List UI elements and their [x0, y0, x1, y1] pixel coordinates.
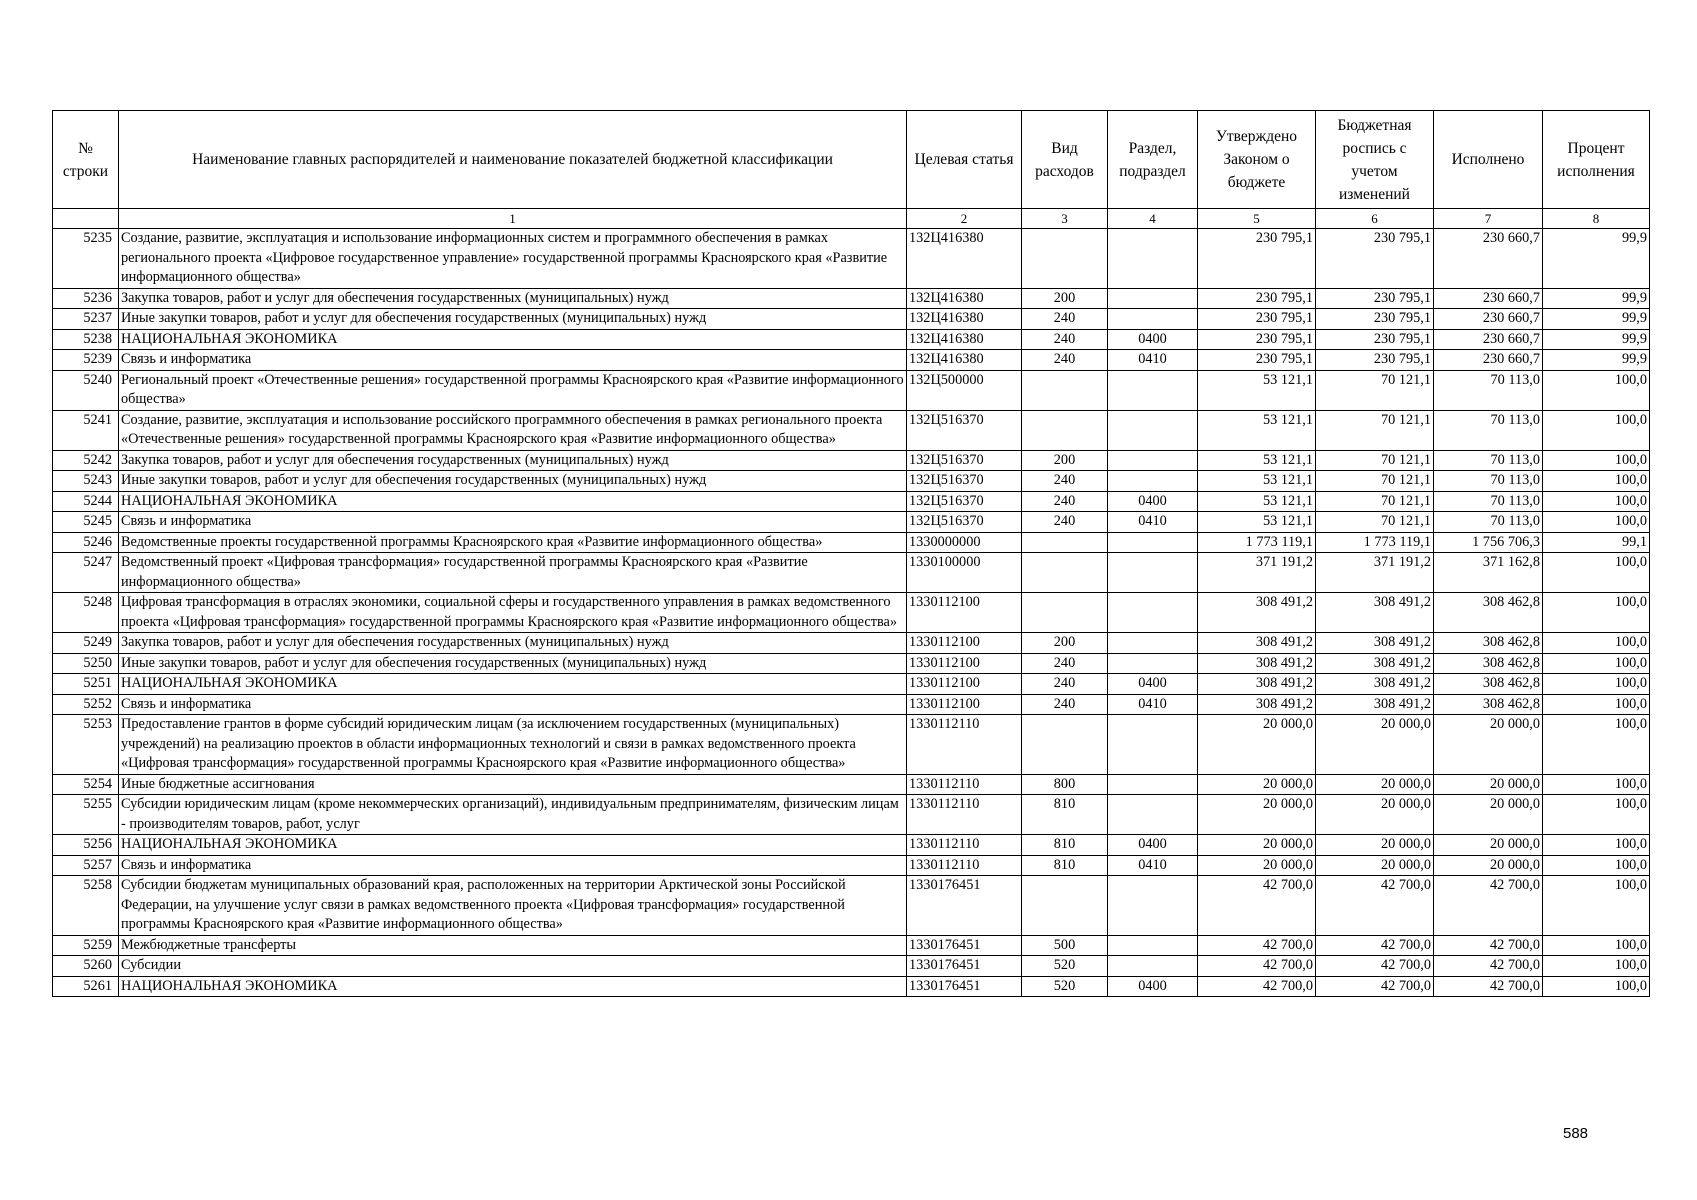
row-section — [1108, 471, 1198, 492]
row-expense-type: 520 — [1022, 976, 1108, 997]
row-number: 5245 — [53, 512, 119, 533]
row-budget-list: 70 121,1 — [1316, 450, 1434, 471]
row-executed: 230 660,7 — [1434, 329, 1543, 350]
row-executed: 1 756 706,3 — [1434, 532, 1543, 553]
table-row — [53, 370, 1650, 410]
row-approved: 1 773 119,1 — [1198, 532, 1316, 553]
row-approved: 42 700,0 — [1198, 876, 1316, 936]
row-budget-list: 20 000,0 — [1316, 835, 1434, 856]
row-target-article: 132Ц516370 — [907, 491, 1022, 512]
table-row — [53, 935, 1650, 956]
row-percent: 100,0 — [1543, 956, 1650, 977]
row-budget-list: 230 795,1 — [1316, 288, 1434, 309]
row-executed: 20 000,0 — [1434, 774, 1543, 795]
row-budget-list: 230 795,1 — [1316, 229, 1434, 289]
table-row — [53, 674, 1650, 695]
row-approved: 230 795,1 — [1198, 309, 1316, 330]
row-target-article: 132Ц500000 — [907, 370, 1022, 410]
row-section — [1108, 935, 1198, 956]
row-budget-list: 308 491,2 — [1316, 674, 1434, 695]
row-target-article: 1330112100 — [907, 653, 1022, 674]
row-name: НАЦИОНАЛЬНАЯ ЭКОНОМИКА — [119, 674, 907, 695]
table-row — [53, 350, 1650, 371]
row-executed: 308 462,8 — [1434, 653, 1543, 674]
row-budget-list: 230 795,1 — [1316, 329, 1434, 350]
row-target-article: 132Ц516370 — [907, 410, 1022, 450]
row-percent: 100,0 — [1543, 774, 1650, 795]
row-section — [1108, 593, 1198, 633]
row-name: Субсидии юридическим лицам (кроме некоммерческих организаций), индивидуальным предпринимателям, физическим лицам - производителям товаров, работ, услуг — [119, 795, 907, 835]
row-executed: 70 113,0 — [1434, 410, 1543, 450]
row-executed: 70 113,0 — [1434, 491, 1543, 512]
row-section: 0410 — [1108, 694, 1198, 715]
row-name: Закупка товаров, работ и услуг для обеспечения государственных (муниципальных) нужд — [119, 450, 907, 471]
row-budget-list: 20 000,0 — [1316, 795, 1434, 835]
row-approved: 53 121,1 — [1198, 370, 1316, 410]
row-budget-list: 42 700,0 — [1316, 976, 1434, 997]
row-budget-list: 371 191,2 — [1316, 553, 1434, 593]
row-executed: 42 700,0 — [1434, 976, 1543, 997]
row-target-article: 132Ц416380 — [907, 309, 1022, 330]
table-body — [53, 229, 1650, 997]
row-executed: 308 462,8 — [1434, 694, 1543, 715]
header-row — [53, 111, 1650, 209]
row-budget-list: 70 121,1 — [1316, 512, 1434, 533]
row-approved: 230 795,1 — [1198, 329, 1316, 350]
row-number: 5239 — [53, 350, 119, 371]
row-number: 5248 — [53, 593, 119, 633]
row-expense-type: 240 — [1022, 653, 1108, 674]
row-budget-list: 42 700,0 — [1316, 935, 1434, 956]
row-percent: 100,0 — [1543, 694, 1650, 715]
row-expense-type — [1022, 410, 1108, 450]
table-row — [53, 653, 1650, 674]
row-approved: 53 121,1 — [1198, 491, 1316, 512]
row-section: 0400 — [1108, 329, 1198, 350]
column-number: 3 — [1022, 209, 1108, 229]
row-executed: 20 000,0 — [1434, 715, 1543, 775]
row-approved: 308 491,2 — [1198, 633, 1316, 654]
row-name: Связь и информатика — [119, 512, 907, 533]
row-approved: 42 700,0 — [1198, 935, 1316, 956]
row-number: 5255 — [53, 795, 119, 835]
table-row — [53, 876, 1650, 936]
row-approved: 20 000,0 — [1198, 774, 1316, 795]
column-number: 7 — [1434, 209, 1543, 229]
row-expense-type: 240 — [1022, 309, 1108, 330]
column-number-row — [53, 209, 1650, 229]
row-expense-type: 800 — [1022, 774, 1108, 795]
row-percent: 99,9 — [1543, 229, 1650, 289]
page-number: 588 — [1563, 1125, 1589, 1142]
row-expense-type — [1022, 229, 1108, 289]
row-executed: 42 700,0 — [1434, 876, 1543, 936]
row-budget-list: 70 121,1 — [1316, 471, 1434, 492]
row-percent: 100,0 — [1543, 450, 1650, 471]
row-expense-type — [1022, 532, 1108, 553]
row-name: НАЦИОНАЛЬНАЯ ЭКОНОМИКА — [119, 329, 907, 350]
row-executed: 70 113,0 — [1434, 370, 1543, 410]
row-name: Цифровая трансформация в отраслях экономики, социальной сферы и государственного управления в рамках ведомственного проекта «Цифровая трансформация» государственной программы Красноярского края «Развитие информационного общества» — [119, 593, 907, 633]
row-percent: 100,0 — [1543, 633, 1650, 654]
table-row — [53, 450, 1650, 471]
row-target-article: 1330112110 — [907, 774, 1022, 795]
row-expense-type: 500 — [1022, 935, 1108, 956]
row-target-article: 132Ц516370 — [907, 512, 1022, 533]
row-percent: 100,0 — [1543, 553, 1650, 593]
row-target-article: 1330112110 — [907, 795, 1022, 835]
column-number: 1 — [119, 209, 907, 229]
row-target-article: 1330112100 — [907, 633, 1022, 654]
row-approved: 308 491,2 — [1198, 694, 1316, 715]
row-expense-type: 240 — [1022, 329, 1108, 350]
row-percent: 100,0 — [1543, 976, 1650, 997]
row-section: 0400 — [1108, 976, 1198, 997]
row-number: 5254 — [53, 774, 119, 795]
row-number: 5251 — [53, 674, 119, 695]
column-number: 2 — [907, 209, 1022, 229]
row-approved: 230 795,1 — [1198, 288, 1316, 309]
column-number: 6 — [1316, 209, 1434, 229]
header-row-number: № строки — [53, 111, 119, 209]
table-row — [53, 329, 1650, 350]
row-executed: 371 162,8 — [1434, 553, 1543, 593]
row-number: 5247 — [53, 553, 119, 593]
table-row — [53, 229, 1650, 289]
row-executed: 230 660,7 — [1434, 229, 1543, 289]
row-executed: 308 462,8 — [1434, 674, 1543, 695]
row-executed: 42 700,0 — [1434, 935, 1543, 956]
row-target-article: 1330112100 — [907, 694, 1022, 715]
table-row — [53, 491, 1650, 512]
row-percent: 100,0 — [1543, 795, 1650, 835]
row-expense-type — [1022, 876, 1108, 936]
row-expense-type: 240 — [1022, 471, 1108, 492]
row-name: Иные закупки товаров, работ и услуг для обеспечения государственных (муниципальных) нужд — [119, 653, 907, 674]
table-row — [53, 715, 1650, 775]
row-executed: 70 113,0 — [1434, 450, 1543, 471]
row-expense-type: 810 — [1022, 835, 1108, 856]
row-approved: 371 191,2 — [1198, 553, 1316, 593]
row-number: 5253 — [53, 715, 119, 775]
header-expense-type: Вид расходов — [1022, 111, 1108, 209]
table-row — [53, 795, 1650, 835]
row-name: Иные бюджетные ассигнования — [119, 774, 907, 795]
row-target-article: 132Ц416380 — [907, 229, 1022, 289]
row-expense-type: 200 — [1022, 633, 1108, 654]
row-expense-type: 240 — [1022, 491, 1108, 512]
row-budget-list: 308 491,2 — [1316, 694, 1434, 715]
row-number: 5261 — [53, 976, 119, 997]
row-number: 5249 — [53, 633, 119, 654]
row-budget-list: 70 121,1 — [1316, 491, 1434, 512]
column-number — [53, 209, 119, 229]
row-percent: 100,0 — [1543, 835, 1650, 856]
row-section: 0410 — [1108, 350, 1198, 371]
row-name: Создание, развитие, эксплуатация и использование информационных систем и программного обеспечения в рамках регионального проекта «Цифровое государственное управление» государственной программы Красноярского края «Развитие информационного общества» — [119, 229, 907, 289]
header-budget-list: Бюджетная роспись с учетом изменений — [1316, 111, 1434, 209]
row-section — [1108, 653, 1198, 674]
table-row — [53, 633, 1650, 654]
row-executed: 230 660,7 — [1434, 350, 1543, 371]
row-approved: 42 700,0 — [1198, 956, 1316, 977]
row-approved: 20 000,0 — [1198, 795, 1316, 835]
row-expense-type: 520 — [1022, 956, 1108, 977]
header-executed: Исполнено — [1434, 111, 1543, 209]
row-number: 5241 — [53, 410, 119, 450]
row-section — [1108, 309, 1198, 330]
row-target-article: 132Ц416380 — [907, 288, 1022, 309]
table-row — [53, 532, 1650, 553]
row-name: Межбюджетные трансферты — [119, 935, 907, 956]
row-approved: 53 121,1 — [1198, 512, 1316, 533]
row-budget-list: 70 121,1 — [1316, 410, 1434, 450]
row-name: Иные закупки товаров, работ и услуг для обеспечения государственных (муниципальных) нужд — [119, 309, 907, 330]
row-name: Связь и информатика — [119, 350, 907, 371]
row-executed: 20 000,0 — [1434, 835, 1543, 856]
row-budget-list: 308 491,2 — [1316, 653, 1434, 674]
row-executed: 230 660,7 — [1434, 309, 1543, 330]
row-percent: 100,0 — [1543, 593, 1650, 633]
table-row — [53, 976, 1650, 997]
row-percent: 100,0 — [1543, 653, 1650, 674]
row-percent: 99,9 — [1543, 288, 1650, 309]
row-name: Связь и информатика — [119, 694, 907, 715]
row-number: 5256 — [53, 835, 119, 856]
table-row — [53, 694, 1650, 715]
row-approved: 20 000,0 — [1198, 835, 1316, 856]
row-number: 5238 — [53, 329, 119, 350]
row-executed: 308 462,8 — [1434, 633, 1543, 654]
row-executed: 70 113,0 — [1434, 512, 1543, 533]
row-budget-list: 1 773 119,1 — [1316, 532, 1434, 553]
row-approved: 308 491,2 — [1198, 653, 1316, 674]
row-executed: 42 700,0 — [1434, 956, 1543, 977]
row-section: 0400 — [1108, 835, 1198, 856]
row-target-article: 1330112100 — [907, 593, 1022, 633]
row-target-article: 132Ц516370 — [907, 471, 1022, 492]
row-budget-list: 20 000,0 — [1316, 715, 1434, 775]
row-budget-list: 230 795,1 — [1316, 309, 1434, 330]
row-approved: 53 121,1 — [1198, 410, 1316, 450]
row-approved: 53 121,1 — [1198, 450, 1316, 471]
row-number: 5240 — [53, 370, 119, 410]
row-percent: 100,0 — [1543, 491, 1650, 512]
table-row — [53, 855, 1650, 876]
row-budget-list: 42 700,0 — [1316, 876, 1434, 936]
row-section — [1108, 532, 1198, 553]
row-approved: 308 491,2 — [1198, 674, 1316, 695]
column-number: 8 — [1543, 209, 1650, 229]
row-percent: 100,0 — [1543, 471, 1650, 492]
row-section: 0400 — [1108, 674, 1198, 695]
row-percent: 100,0 — [1543, 855, 1650, 876]
row-name: Закупка товаров, работ и услуг для обеспечения государственных (муниципальных) нужд — [119, 633, 907, 654]
row-target-article: 1330112110 — [907, 855, 1022, 876]
row-section: 0410 — [1108, 855, 1198, 876]
row-percent: 99,9 — [1543, 350, 1650, 371]
budget-execution-table — [52, 110, 1650, 997]
header-target-article: Целевая статья — [907, 111, 1022, 209]
row-section — [1108, 715, 1198, 775]
row-expense-type: 240 — [1022, 350, 1108, 371]
row-percent: 100,0 — [1543, 876, 1650, 936]
row-target-article: 1330176451 — [907, 976, 1022, 997]
row-number: 5250 — [53, 653, 119, 674]
row-target-article: 132Ц416380 — [907, 329, 1022, 350]
table-row — [53, 956, 1650, 977]
row-name: НАЦИОНАЛЬНАЯ ЭКОНОМИКА — [119, 491, 907, 512]
row-expense-type: 200 — [1022, 288, 1108, 309]
row-section — [1108, 288, 1198, 309]
row-budget-list: 20 000,0 — [1316, 774, 1434, 795]
row-percent: 100,0 — [1543, 715, 1650, 775]
row-number: 5237 — [53, 309, 119, 330]
row-section: 0410 — [1108, 512, 1198, 533]
row-executed: 308 462,8 — [1434, 593, 1543, 633]
row-section — [1108, 229, 1198, 289]
row-executed: 20 000,0 — [1434, 795, 1543, 835]
table-row — [53, 512, 1650, 533]
row-target-article: 1330112110 — [907, 835, 1022, 856]
row-expense-type: 240 — [1022, 512, 1108, 533]
row-percent: 100,0 — [1543, 512, 1650, 533]
row-percent: 100,0 — [1543, 935, 1650, 956]
row-section — [1108, 774, 1198, 795]
row-approved: 20 000,0 — [1198, 855, 1316, 876]
header-percent: Процент исполнения — [1543, 111, 1650, 209]
row-name: Ведомственные проекты государственной программы Красноярского края «Развитие информационного общества» — [119, 532, 907, 553]
row-name: Субсидии бюджетам муниципальных образований края, расположенных на территории Арктической зоны Российской Федерации, на улучшение услуг связи в рамках ведомственного проекта «Цифровая трансформация» государственной программы Красноярского края «Развитие информационного общества» — [119, 876, 907, 936]
row-budget-list: 230 795,1 — [1316, 350, 1434, 371]
row-section — [1108, 450, 1198, 471]
table-row — [53, 288, 1650, 309]
row-name: Связь и информатика — [119, 855, 907, 876]
row-expense-type: 240 — [1022, 674, 1108, 695]
row-number: 5259 — [53, 935, 119, 956]
row-name: НАЦИОНАЛЬНАЯ ЭКОНОМИКА — [119, 835, 907, 856]
row-number: 5236 — [53, 288, 119, 309]
row-percent: 100,0 — [1543, 370, 1650, 410]
table-row — [53, 309, 1650, 330]
row-name: Иные закупки товаров, работ и услуг для обеспечения государственных (муниципальных) нужд — [119, 471, 907, 492]
row-section — [1108, 370, 1198, 410]
row-budget-list: 308 491,2 — [1316, 593, 1434, 633]
row-budget-list: 70 121,1 — [1316, 370, 1434, 410]
row-approved: 20 000,0 — [1198, 715, 1316, 775]
row-budget-list: 308 491,2 — [1316, 633, 1434, 654]
row-name: Закупка товаров, работ и услуг для обеспечения государственных (муниципальных) нужд — [119, 288, 907, 309]
row-section — [1108, 956, 1198, 977]
row-budget-list: 20 000,0 — [1316, 855, 1434, 876]
row-target-article: 132Ц516370 — [907, 450, 1022, 471]
table-row — [53, 593, 1650, 633]
row-target-article: 1330112110 — [907, 715, 1022, 775]
row-approved: 53 121,1 — [1198, 471, 1316, 492]
row-percent: 99,9 — [1543, 329, 1650, 350]
row-percent: 99,1 — [1543, 532, 1650, 553]
table-row — [53, 410, 1650, 450]
row-target-article: 1330176451 — [907, 876, 1022, 936]
row-number: 5260 — [53, 956, 119, 977]
row-executed: 20 000,0 — [1434, 855, 1543, 876]
row-name: Создание, развитие, эксплуатация и использование российского программного обеспечения в рамках регионального проекта «Отечественные решения» государственной программы Красноярского края «Развитие информационного общества» — [119, 410, 907, 450]
row-percent: 100,0 — [1543, 410, 1650, 450]
column-number: 5 — [1198, 209, 1316, 229]
row-section — [1108, 410, 1198, 450]
row-executed: 230 660,7 — [1434, 288, 1543, 309]
row-percent: 100,0 — [1543, 674, 1650, 695]
row-approved: 42 700,0 — [1198, 976, 1316, 997]
table-row — [53, 835, 1650, 856]
row-number: 5246 — [53, 532, 119, 553]
row-section: 0400 — [1108, 491, 1198, 512]
row-number: 5244 — [53, 491, 119, 512]
row-target-article: 1330176451 — [907, 956, 1022, 977]
row-expense-type: 240 — [1022, 694, 1108, 715]
row-section — [1108, 553, 1198, 593]
row-expense-type — [1022, 370, 1108, 410]
row-approved: 230 795,1 — [1198, 229, 1316, 289]
row-percent: 99,9 — [1543, 309, 1650, 330]
table-row — [53, 553, 1650, 593]
row-section — [1108, 633, 1198, 654]
row-expense-type: 810 — [1022, 855, 1108, 876]
row-expense-type: 200 — [1022, 450, 1108, 471]
row-name: НАЦИОНАЛЬНАЯ ЭКОНОМИКА — [119, 976, 907, 997]
row-expense-type — [1022, 553, 1108, 593]
row-target-article: 132Ц416380 — [907, 350, 1022, 371]
row-expense-type: 810 — [1022, 795, 1108, 835]
row-target-article: 1330000000 — [907, 532, 1022, 553]
row-number: 5252 — [53, 694, 119, 715]
row-number: 5258 — [53, 876, 119, 936]
row-approved: 230 795,1 — [1198, 350, 1316, 371]
row-approved: 308 491,2 — [1198, 593, 1316, 633]
table-row — [53, 471, 1650, 492]
table-row — [53, 774, 1650, 795]
row-number: 5235 — [53, 229, 119, 289]
row-target-article: 1330100000 — [907, 553, 1022, 593]
row-name: Предоставление грантов в форме субсидий юридическим лицам (за исключением государственных (муниципальных) учреждений) на реализацию проектов в области информационных технологий и связи в рамках ведомственного проекта «Цифровая трансформация» государственной программы Красноярского края «Развитие информационного общества» — [119, 715, 907, 775]
row-name: Ведомственный проект «Цифровая трансформация» государственной программы Красноярского края «Развитие информационного общества» — [119, 553, 907, 593]
row-number: 5243 — [53, 471, 119, 492]
row-section — [1108, 876, 1198, 936]
row-section — [1108, 795, 1198, 835]
row-executed: 70 113,0 — [1434, 471, 1543, 492]
row-target-article: 1330176451 — [907, 935, 1022, 956]
column-number: 4 — [1108, 209, 1198, 229]
header-name: Наименование главных распорядителей и наименование показателей бюджетной классификации — [119, 111, 907, 209]
row-number: 5257 — [53, 855, 119, 876]
row-number: 5242 — [53, 450, 119, 471]
header-section: Раздел, подраздел — [1108, 111, 1198, 209]
header-approved: Утверждено Законом о бюджете — [1198, 111, 1316, 209]
row-name: Субсидии — [119, 956, 907, 977]
row-budget-list: 42 700,0 — [1316, 956, 1434, 977]
row-expense-type — [1022, 593, 1108, 633]
row-expense-type — [1022, 715, 1108, 775]
row-target-article: 1330112100 — [907, 674, 1022, 695]
row-name: Региональный проект «Отечественные решения» государственной программы Красноярского края «Развитие информационного общества» — [119, 370, 907, 410]
